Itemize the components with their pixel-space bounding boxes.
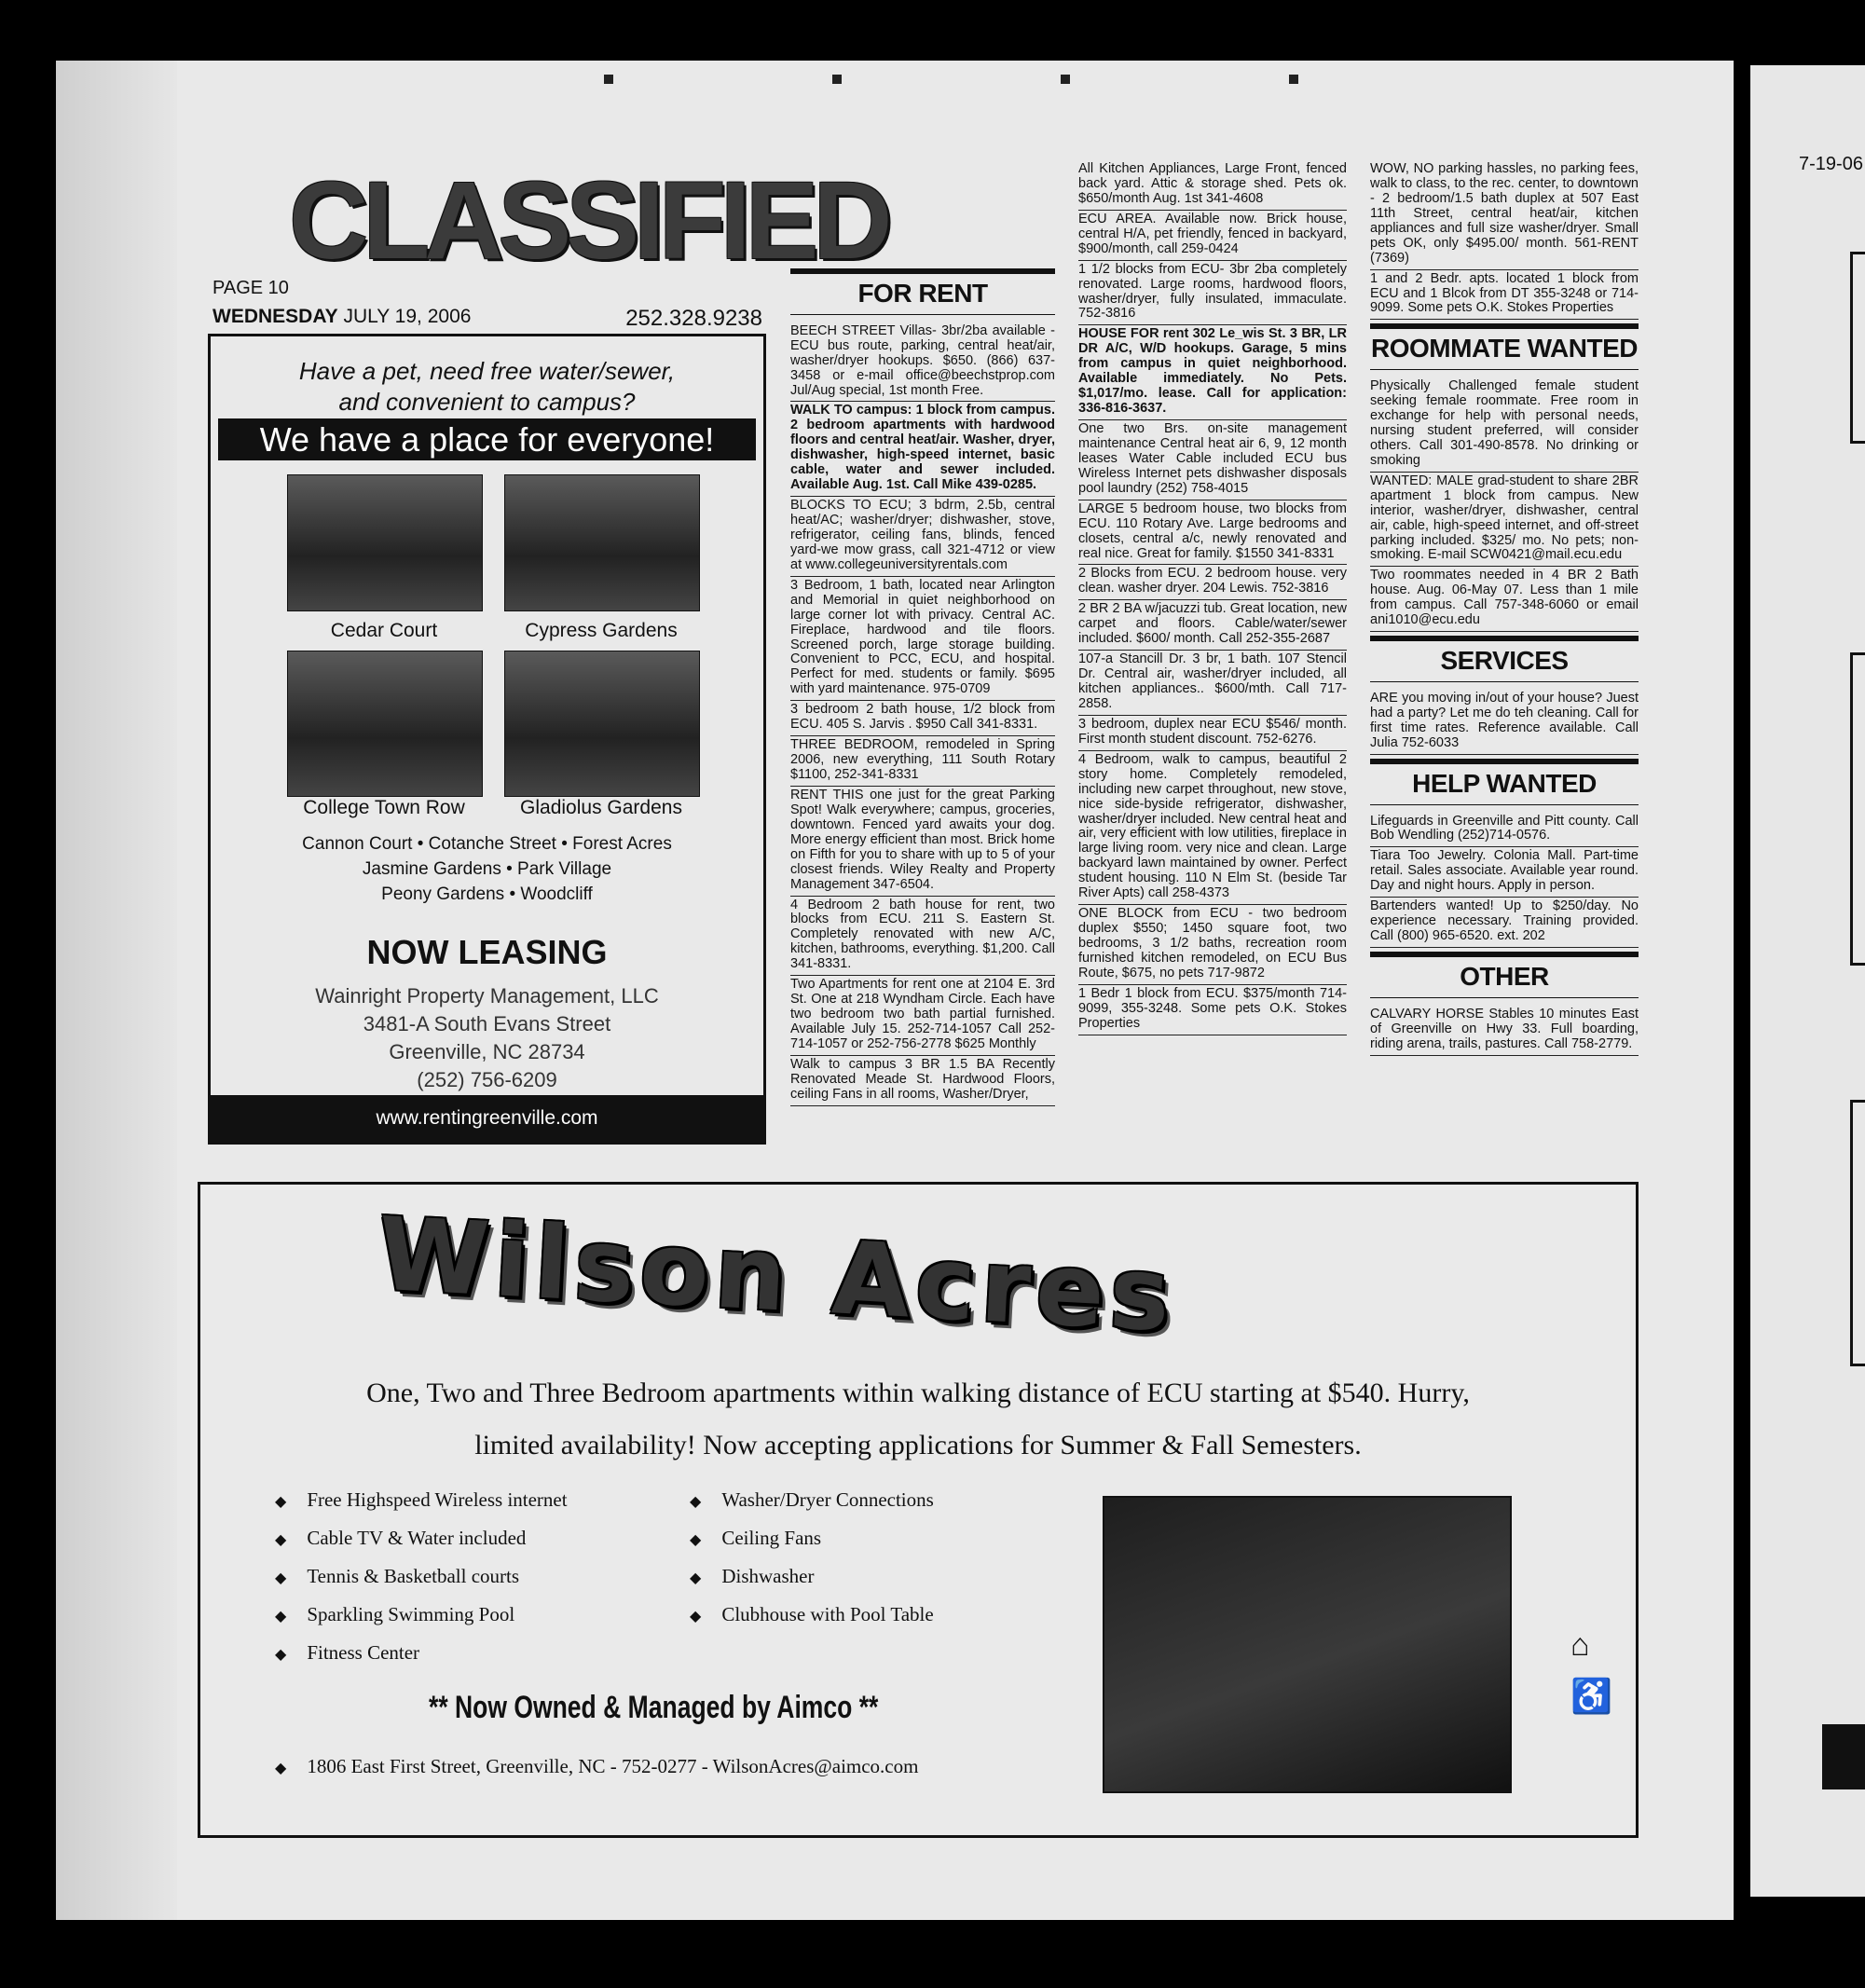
company-phone: (252) 756-6209: [417, 1068, 557, 1091]
classified-ad: WANTED: MALE grad-student to share 2BR apartment 1 block from campus. New interior, washer/dryer, dishwasher, central air, cable, high-speed internet, and off-street parking included. $325/ mo. No pets; non-smoking. E-mail SCW0421@mail.ecu.edu: [1370, 473, 1639, 568]
adjacent-page-box: [1850, 1100, 1865, 1366]
for-rent-column-2: [1078, 160, 1347, 1035]
feature-text: Tennis & Basketball courts: [307, 1565, 520, 1587]
feature-item: [275, 1488, 568, 1512]
classified-ad: 4 Bedroom 2 bath house for rent, two blocks from ECU. 211 S. Eastern St. Completely renovated with new A/C, kitchen, bathrooms, everything. $1,200. Call 341-8331.: [790, 897, 1055, 977]
feature-text: Clubhouse with Pool Table: [721, 1603, 934, 1625]
diamond-bullet-icon: ◆: [275, 1570, 287, 1586]
ad-slogan-band: We have a place for everyone!: [218, 418, 756, 460]
company-name: Wainright Property Management, LLC: [315, 984, 659, 1008]
other-heading: OTHER: [1370, 952, 1639, 998]
other-listings: [1370, 1006, 1639, 1056]
feature-item: [690, 1603, 934, 1626]
feature-item: [690, 1527, 821, 1550]
classified-ad: Tiara Too Jewelry. Colonia Mall. Part-time retail. Sales associate. Available year round. Day and night hours. Apply in person.: [1370, 847, 1639, 898]
dateline: [213, 306, 762, 331]
classified-ad: 4 Bedroom, walk to campus, beautiful 2 story home. Completely remodeled, including new carpet throughout, new stove, nice side-byside refrigerator, dishwasher, washer/dryer included. New central heat and air, very efficient with low utilities, fireplace in large living room. very nice and clean. Large backyard lawn maintained by owner. Perfect student housing. 110 N Elm St. (beside Tar River Apts) call 258-4373: [1078, 751, 1347, 905]
feature-item: [275, 1641, 419, 1665]
wheelchair-accessible-icon: ♿: [1570, 1677, 1612, 1715]
feature-item: [690, 1488, 934, 1512]
classified-ad: BEECH STREET Villas- 3br/2ba available - ECU bus route, parking, central heat/air, washer/dryer hookups. $650. (866) 637-3458 or e-mail office@beechstprop.com Jul/Aug special, 1st month Free.: [790, 322, 1055, 403]
description-line-1: One, Two and Three Bedroom apartments within walking distance of ECU starting at $540. Hurry,: [366, 1378, 1470, 1408]
ad-question-line-2: and convenient to campus?: [338, 388, 636, 416]
classified-ad: All Kitchen Appliances, Large Front, fenced back yard. Attic & storage shed. Pets ok. $650/month Aug. 1st 341-4608: [1078, 160, 1347, 211]
classified-ad: One two Brs. on-site management maintenance Central heat air 6, 9, 12 month leases Water Cable included ECU bus Wireless Internet pets dishwasher disposals pool laundry (252) 758-4015: [1078, 420, 1347, 500]
classified-ad: Bartenders wanted! Up to $250/day. No experience necessary. Training provided. Call (800) 965-6520. ext. 202: [1370, 898, 1639, 948]
feature-text: Free Highspeed Wireless internet: [307, 1488, 568, 1511]
help-wanted-heading: HELP WANTED: [1370, 759, 1639, 805]
classified-ad: BLOCKS TO ECU; 3 bdrm, 2.5b, central heat/AC; washer/dryer; dishwasher, stove, refrigerator, ceiling fans, blinds, fenced yard-we mow grass, call 321-4712 or view at www.collegeuniversityrentals.com: [790, 497, 1055, 577]
classified-ad: WOW, NO parking hassles, no parking fees, walk to class, to the rec. center, to downtown - 2 bedroom/1.5 bath duplex at 507 East 11th Street, central heat/air, kitchen appliances and full size washer/dryer. Small pets OK, only $495.00/ month. 561-RENT (7369): [1370, 160, 1639, 270]
classified-ad: 107-a Stancill Dr. 3 br, 1 bath. 107 Stencil Dr. Central air, washer/dryer included, all kitchen appliances.. $600/mth. Call 717-2858.: [1078, 651, 1347, 716]
wilson-acres-address: [275, 1755, 918, 1778]
binding-mark: [832, 75, 842, 84]
diamond-bullet-icon: ◆: [690, 1570, 702, 1586]
wilson-acres-logo: Wilson Acres: [375, 1196, 1179, 1355]
ad-question-line-1: Have a pet, need free water/sewer,: [298, 357, 676, 385]
adjacent-page-date: 7-19-06: [1799, 154, 1863, 174]
classified-ad: THREE BEDROOM, remodeled in Spring 2006, new everything, 111 South Rotary $1100, 252-341-8331: [790, 736, 1055, 787]
adjacent-page-box: [1850, 252, 1865, 444]
binding-mark: [604, 75, 613, 84]
aimco-ownership: ** Now Owned & Managed by Aimco **: [429, 1690, 879, 1725]
page-edge-shadow: [56, 61, 177, 1920]
diamond-bullet-icon: ◆: [690, 1494, 702, 1510]
services-listings: [1370, 690, 1639, 755]
for-rent-column-3: [1370, 160, 1639, 1056]
description-line-2: limited availability! Now accepting applications for Summer & Fall Semesters.: [474, 1430, 1362, 1460]
diamond-bullet-icon: ◆: [690, 1532, 702, 1548]
phone-number: 252.328.9238: [625, 306, 762, 331]
feature-text: Cable TV & Water included: [307, 1527, 527, 1549]
classified-ad: Two Apartments for rent one at 2104 E. 3rd St. One at 218 Wyndham Circle. Each have two bedroom two bath partial furnished. Available July 15. 252-714-1057 Call 252-714-1057 or 252-756-2778 $625 Monthly: [790, 976, 1055, 1056]
diamond-bullet-icon: ◆: [275, 1609, 287, 1625]
classified-ad: Physically Challenged female student seeking female roommate. Free room in exchange for help with personal needs, nursing student preferred, will consider others. Call 301-490-8578. No drinking or smoking: [1370, 377, 1639, 473]
wilson-acres-photo: [1103, 1496, 1512, 1793]
classified-ad: ECU AREA. Available now. Brick house, central H/A, pet friendly, fenced in backyard, $900/month, call 259-0424: [1078, 211, 1347, 261]
feature-item: [275, 1603, 514, 1626]
feature-text: Fitness Center: [307, 1641, 420, 1664]
classified-ad: 3 bedroom, duplex near ECU $546/ month. First month student discount. 752-6276.: [1078, 716, 1347, 751]
photo-college-town-row: [287, 651, 483, 797]
feature-item: [690, 1565, 814, 1588]
binding-mark: [1289, 75, 1298, 84]
classified-ad: 1 and 2 Bedr. apts. located 1 block from ECU and 1 Blcok from DT 355-3248 or 714-9099. Some pets O.K. Stokes Properties: [1370, 270, 1639, 321]
adjacent-page: [1750, 65, 1865, 1897]
feature-item: [275, 1565, 519, 1588]
feature-text: Washer/Dryer Connections: [721, 1488, 934, 1511]
classified-ad: 1 Bedr 1 block from ECU. $375/month 714-9099, 355-3248. Some pets O.K. Stokes Properties: [1078, 985, 1347, 1035]
caption-gladiolus-gardens: Gladiolus Gardens: [520, 797, 682, 818]
caption-cedar-court: Cedar Court: [330, 620, 438, 641]
classified-ad: HOUSE FOR rent 302 Le_wis St. 3 BR, LR DR A/C, W/D hookups. Garage, 5 mins from campus in quiet neighborhood. Available immediately. No Pets. $1,017/mo. lease. Call for application: 336-816-3637.: [1078, 325, 1347, 420]
classified-masthead: CLASSIFIED: [289, 159, 887, 282]
photo-cypress-gardens: [504, 474, 700, 611]
classified-ad: LARGE 5 bedroom house, two blocks from ECU. 110 Rotary Ave. Large bedrooms and closets, central a/c, newly renovated and real nice. Great for family. $1550 341-8331: [1078, 500, 1347, 566]
classified-ad: Lifeguards in Greenville and Pitt county. Call Bob Wendling (252)714-0576.: [1370, 813, 1639, 848]
diamond-bullet-icon: ◆: [275, 1532, 287, 1548]
classified-ad: ONE BLOCK from ECU - two bedroom duplex $550; 1450 square foot, two bedrooms, 3 1/2 baths, recreation room furnished kitchen remodeled, on ECU Bus Route, $675, no pets 717-9872: [1078, 905, 1347, 985]
wilson-acres-ad: [198, 1182, 1639, 1838]
equal-housing-icon: ⌂: [1570, 1627, 1590, 1663]
page-number: PAGE 10: [213, 278, 289, 298]
address-text: 1806 East First Street, Greenville, NC - 752-0277 - WilsonAcres@aimco.com: [307, 1755, 919, 1777]
classified-ad: 2 Blocks from ECU. 2 bedroom house. very clean. washer dryer. 204 Lewis. 752-3816: [1078, 565, 1347, 600]
feature-item: [275, 1527, 526, 1550]
diamond-bullet-icon: ◆: [275, 1494, 287, 1510]
help-wanted-listings: [1370, 813, 1639, 949]
classified-ad: RENT THIS one just for the great Parking Spot! Walk everywhere; campus, groceries, downtown. Fenced yard awaits your dog. More energy efficient than most. Brick home on Fifth for you to share with up to 5 of your closest friends. Wiley Realty and Property Management 347-6504.: [790, 787, 1055, 897]
diamond-bullet-icon: ◆: [690, 1609, 702, 1625]
date: JULY 19, 2006: [343, 306, 472, 327]
classified-ad: Walk to campus 3 BR 1.5 BA Recently Renovated Meade St. Hardwood Floors, ceiling Fans in all rooms, Washer/Dryer,: [790, 1056, 1055, 1106]
now-leasing-heading: NOW LEASING: [366, 933, 608, 971]
classified-ad: 3 bedroom 2 bath house, 1/2 block from ECU. 405 S. Jarvis . $950 Call 341-8331.: [790, 701, 1055, 736]
wilson-acres-description: [247, 1367, 1589, 1472]
caption-cypress-gardens: Cypress Gardens: [525, 620, 678, 641]
weekday: WEDNESDAY: [213, 306, 338, 327]
feature-text: Ceiling Fans: [721, 1527, 822, 1549]
services-heading: SERVICES: [1370, 636, 1639, 682]
adjacent-page-box: [1850, 652, 1865, 966]
classified-ad: ARE you moving in/out of your house? Juest had a party? Let me do teh cleaning. Call for first time rates. Reference available. Call Julia 752-6033: [1370, 690, 1639, 755]
classified-ad: 1 1/2 blocks from ECU- 3br 2ba completely renovated. Large rooms, hardwood floors, washer/dryer, fully insulated, immaculate. 752-3816: [1078, 261, 1347, 326]
company-website: www.rentingreenville.com: [211, 1095, 763, 1142]
feature-text: Dishwasher: [721, 1565, 815, 1587]
classified-ad: 2 BR 2 BA w/jacuzzi tub. Great location, new carpet and floors. Cable/water/sewer included. $600/ month. Call 252-355-2687: [1078, 600, 1347, 651]
adjacent-page-block: [1822, 1724, 1865, 1789]
property-list-line-3: Peony Gardens • Woodcliff: [381, 884, 593, 904]
diamond-bullet-icon: ◆: [275, 1761, 287, 1776]
photo-cedar-court: [287, 474, 483, 611]
for-rent-heading: FOR RENT: [790, 268, 1055, 315]
classified-ad: 3 Bedroom, 1 bath, located near Arlington and Memorial in quiet neighborhood on large corner lot with privacy. Central AC. Fireplace, hardwood and tile floors. Screened porch, large storage building. Convenient to PCC, ECU, and hospital. Perfect for med. students or family. $695 with yard maintenance. 975-0709: [790, 577, 1055, 702]
wainright-ad: [208, 334, 766, 1145]
property-list-line-2: Jasmine Gardens • Park Village: [362, 859, 612, 879]
company-street: 3481-A South Evans Street: [363, 1012, 611, 1035]
classified-ad: WALK TO campus: 1 block from campus. 2 bedroom apartments with hardwood floors and central heat/air. Washer, dryer, dishwasher, high-speed internet, basic cable, water and sewer included. Available Aug. 1st. Call Mike 439-0285.: [790, 402, 1055, 497]
photo-gladiolus-gardens: [504, 651, 700, 797]
classified-ad: CALVARY HORSE Stables 10 minutes East of Greenville on Hwy 33. Full boarding, riding arena, trails, pastures. Call 758-2779.: [1370, 1006, 1639, 1056]
feature-text: Sparkling Swimming Pool: [307, 1603, 515, 1625]
property-list-line-1: Cannon Court • Cotanche Street • Forest Acres: [302, 834, 672, 854]
for-rent-continued: [1370, 160, 1639, 320]
for-rent-column-1: [790, 265, 1055, 1106]
diamond-bullet-icon: ◆: [275, 1647, 287, 1663]
caption-college-town-row: College Town Row: [303, 797, 465, 818]
company-city: Greenville, NC 28734: [389, 1040, 585, 1063]
binding-mark: [1061, 75, 1070, 84]
classified-ad: Two roommates needed in 4 BR 2 Bath house. Aug. 06-May 07. Less than 1 mile from campus. Call 757-348-6060 or email ani1010@ecu.edu: [1370, 567, 1639, 632]
roommate-wanted-heading: ROOMMATE WANTED: [1370, 323, 1639, 370]
roommate-listings: [1370, 377, 1639, 632]
